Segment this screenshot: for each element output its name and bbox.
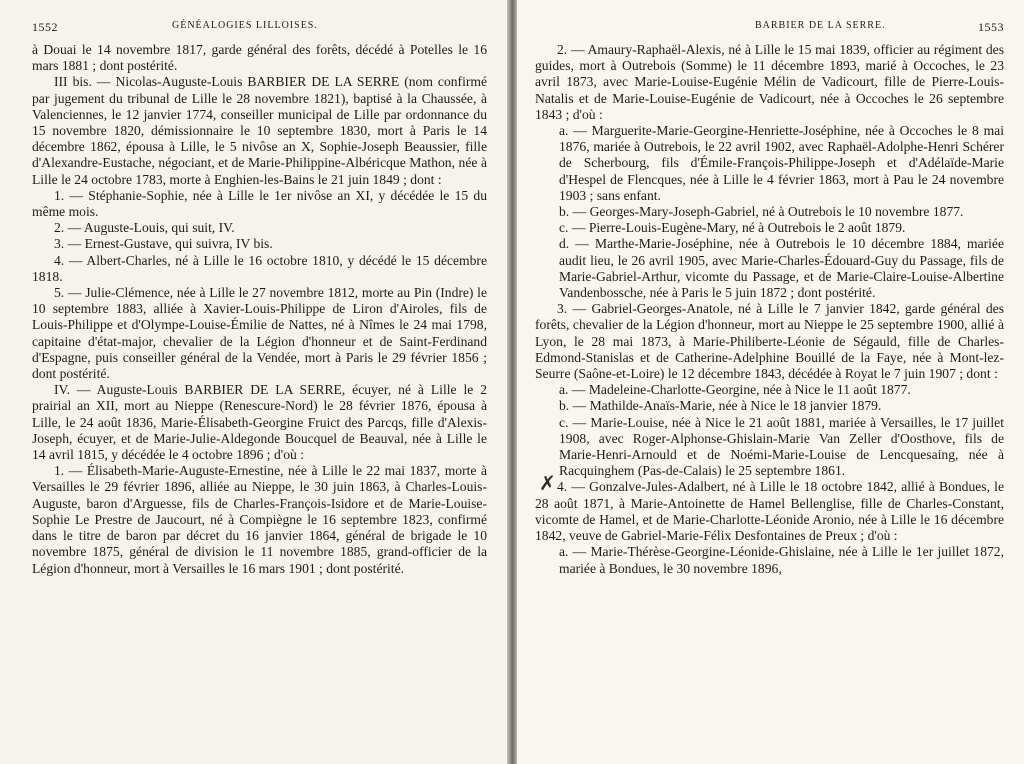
- grandchild-entry: b. — Georges-Mary-Joseph-Gabriel, né à Outrebois le 10 novembre 1877.: [559, 204, 964, 220]
- left-page: [0, 0, 507, 764]
- grandchild-entry: c. — Pierre-Louis-Eugène-Mary, né à Outrebois le 2 août 1879.: [559, 220, 906, 236]
- child-entry-text: 4. — Gonzalve-Jules-Adalbert, né à Lille le 18 octobre 1842, allié à Bondues, le 28 août 1871, à Marie-Antoinette de Hamel Bellenglise, fille de Charles-Constant, vicomte de Hamel, et de Marie-Charlotte-Léonide Aronio, née à Lille le 16 décembre 1842, veuve de Gabriel-Marie-Félix Desfontaines de Preux ; d'où :: [535, 479, 1004, 544]
- grandchild-entry: a. — Madeleine-Charlotte-Georgine, née à Nice le 11 août 1877.: [559, 382, 911, 398]
- handwritten-cross-mark: ✗: [539, 471, 556, 496]
- paragraph-generation-iii-bis: III bis. — Nicolas-Auguste-Louis BARBIER DE LA SERRE (nom confirmé par jugement du tribunal de Lille le 28 novembre 1821), baptisé à la Chaussée, à Valenciennes, le 12 janvier 1774, conseiller municipal de Lille par ordonnance du 15 novembre 1820, démissionnaire le 10 septembre 1830, mort à Paris le 14 décembre 1862, épousa à Lille, le 5 nivôse an X, Sophie-Joseph Beaussier, fille d'Alexandre-Eustache, négociant, et de Marie-Philippine-Albéricque Mathon, née à Lille le 24 octobre 1783, morte à Enghien-les-Bains le 21 juin 1849 ; dont :: [32, 74, 487, 187]
- paragraph-generation-iv: IV. — Auguste-Louis BARBIER DE LA SERRE, écuyer, né à Lille le 2 prairial an XII, mort au Nieppe (Renescure-Nord) le 28 février 1876, épousa à Lille, le 24 août 1836, Marie-Élisabeth-Georgine Fruict des Parcqs, fille d'Alexis-Joseph, écuyer, et de Marie-Julie-Aldegonde Boucquel de Beauval, née à Lille le 14 avril 1815, y décédée le 4 octobre 1896 ; d'où :: [32, 382, 487, 463]
- child-entry: 3. — Ernest-Gustave, qui suivra, IV bis.: [54, 236, 273, 252]
- child-entry: 3. — Gabriel-Georges-Anatole, né à Lille le 7 janvier 1842, garde général des forêts, chevalier de la Légion d'honneur, mort au Nieppe le 25 septembre 1900, allié à Lyon, le 28 mai 1873, à Marie-Philiberte-Léonie de Ségauld, fille de Charles-Edmond-Stanislas et de Catherine-Adelphine Bouillé de la Faye, née à Mont-lez-Seurre (Saône-et-Loire) le 12 décembre 1843, décédée à Royat le 7 juin 1907 ; dont :: [535, 301, 1004, 382]
- child-entry: 2. — Auguste-Louis, qui suit, IV.: [54, 220, 235, 236]
- book-gutter: [507, 0, 517, 764]
- page-number-right: 1553: [978, 20, 1004, 34]
- grandchild-entry: c. — Marie-Louise, née à Nice le 21 août 1881, mariée à Versailles, le 17 juillet 1908, avec Roger-Alphonse-Ghislain-Marie Van Zeller d'Oosthove, fils de Marie-Henri-Arnould et de Noémi-Marie-Louise de Lencquesaing, née à Racquinghem (Pas-de-Calais) le 25 septembre 1861.: [559, 414, 1004, 479]
- child-entry: 4. — Albert-Charles, né à Lille le 16 octobre 1810, y décédé le 15 décembre 1818.: [32, 252, 487, 284]
- child-entry: 1. — Élisabeth-Marie-Auguste-Ernestine, née à Lille le 22 mai 1837, morte à Versailles le 29 février 1896, alliée au Nieppe, le 30 juin 1863, à Charles-Louis-Auguste, baron d'Arguesse, fils de Charles-François-Isidore et de Marie-Louise-Sophie Le Prestre de Jaucourt, né à Compiègne le 16 septembre 1823, confirmé dans le titre de baron par décret du 16 janvier 1864, général de brigade le 10 novembre 1875, général de division le 11 novembre 1885, grand-officier de la Légion d'honneur, mort à Versailles le 16 mars 1901 ; dont postérité.: [32, 463, 487, 576]
- right-page: [517, 0, 1024, 764]
- page-number-left: 1552: [32, 20, 58, 34]
- child-entry: 5. — Julie-Clémence, née à Lille le 27 novembre 1812, morte au Pin (Indre) le 10 septembre 1883, alliée à Xavier-Louis-Philippe de Liron d'Airoles, fils de Louis-Philippe et d'Olympe-Louise-Émilie de Nattes, né à Nîmes le 24 mai 1798, capitaine d'état-major, chevalier de la Légion d'honneur et de Saint-Ferdinand d'Espagne, puis conseiller général de la Vendée, mort à Paris le 29 février 1856 ; dont postérité.: [32, 285, 487, 382]
- child-entry: 2. — Amaury-Raphaël-Alexis, né à Lille le 15 mai 1839, officier au régiment des guides, mort à Outrebois (Somme) le 11 décembre 1893, marié à Occoches, le 23 avril 1873, avec Marie-Louise-Eugénie Mélin de Vadicourt, fille de Pierre-Louis-Natalis et de Marie-Louise-Eugénie de Vadicourt, née à Occoches le 26 septembre 1843 ; d'où :: [535, 42, 1004, 122]
- grandchild-entry: b. — Mathilde-Anaïs-Marie, née à Nice le 18 janvier 1879.: [559, 398, 882, 414]
- running-title-left: GÉNÉALOGIES LILLOISES.: [172, 20, 318, 31]
- left-text: [32, 42, 487, 577]
- running-title-right: BARBIER DE LA SERRE.: [755, 20, 886, 31]
- running-head-left: [32, 20, 487, 42]
- paragraph: à Douai le 14 novembre 1817, garde général des forêts, décédé à Potelles le 16 mars 1881 ; dont postérité.: [32, 42, 487, 74]
- grandchild-entry: a. — Marie-Thérèse-Georgine-Léonide-Ghislaine, née à Lille le 1er juillet 1872, mariée à Bondues, le 30 novembre 1896,: [559, 544, 1004, 576]
- child-entry: 1. — Stéphanie-Sophie, née à Lille le 1er nivôse an XI, y décédée le 15 du même mois.: [32, 187, 487, 220]
- grandchild-entry: d. — Marthe-Marie-Joséphine, née à Outrebois le 10 décembre 1884, mariée audit lieu, le 26 avril 1905, avec Marie-Charles-Édouard-Guy du Passage, fils de Marie-Gabriel-Arthur, vicomte du Passage, et de Marie-Claire-Louise-Albertine Vandenbossche, née à Paris le 5 juin 1872 ; dont postérité.: [559, 236, 1004, 301]
- grandchild-entry: a. — Marguerite-Marie-Georgine-Henriette-Joséphine, née à Occoches le 8 mai 1876, mariée à Outrebois, le 22 avril 1902, avec Raphaël-Adolphe-Henri Schérer de Scherbourg, fils d'Émile-François-Philippe-Joseph et d'Adélaïde-Marie d'Hespel de Flencques, née à Lille le 4 février 1863, mort à Pau le 24 novembre 1903 ; sans enfant.: [559, 123, 1004, 203]
- running-head-right: [535, 20, 1004, 42]
- right-text: [535, 42, 1004, 577]
- child-entry-marked: [535, 471, 1004, 544]
